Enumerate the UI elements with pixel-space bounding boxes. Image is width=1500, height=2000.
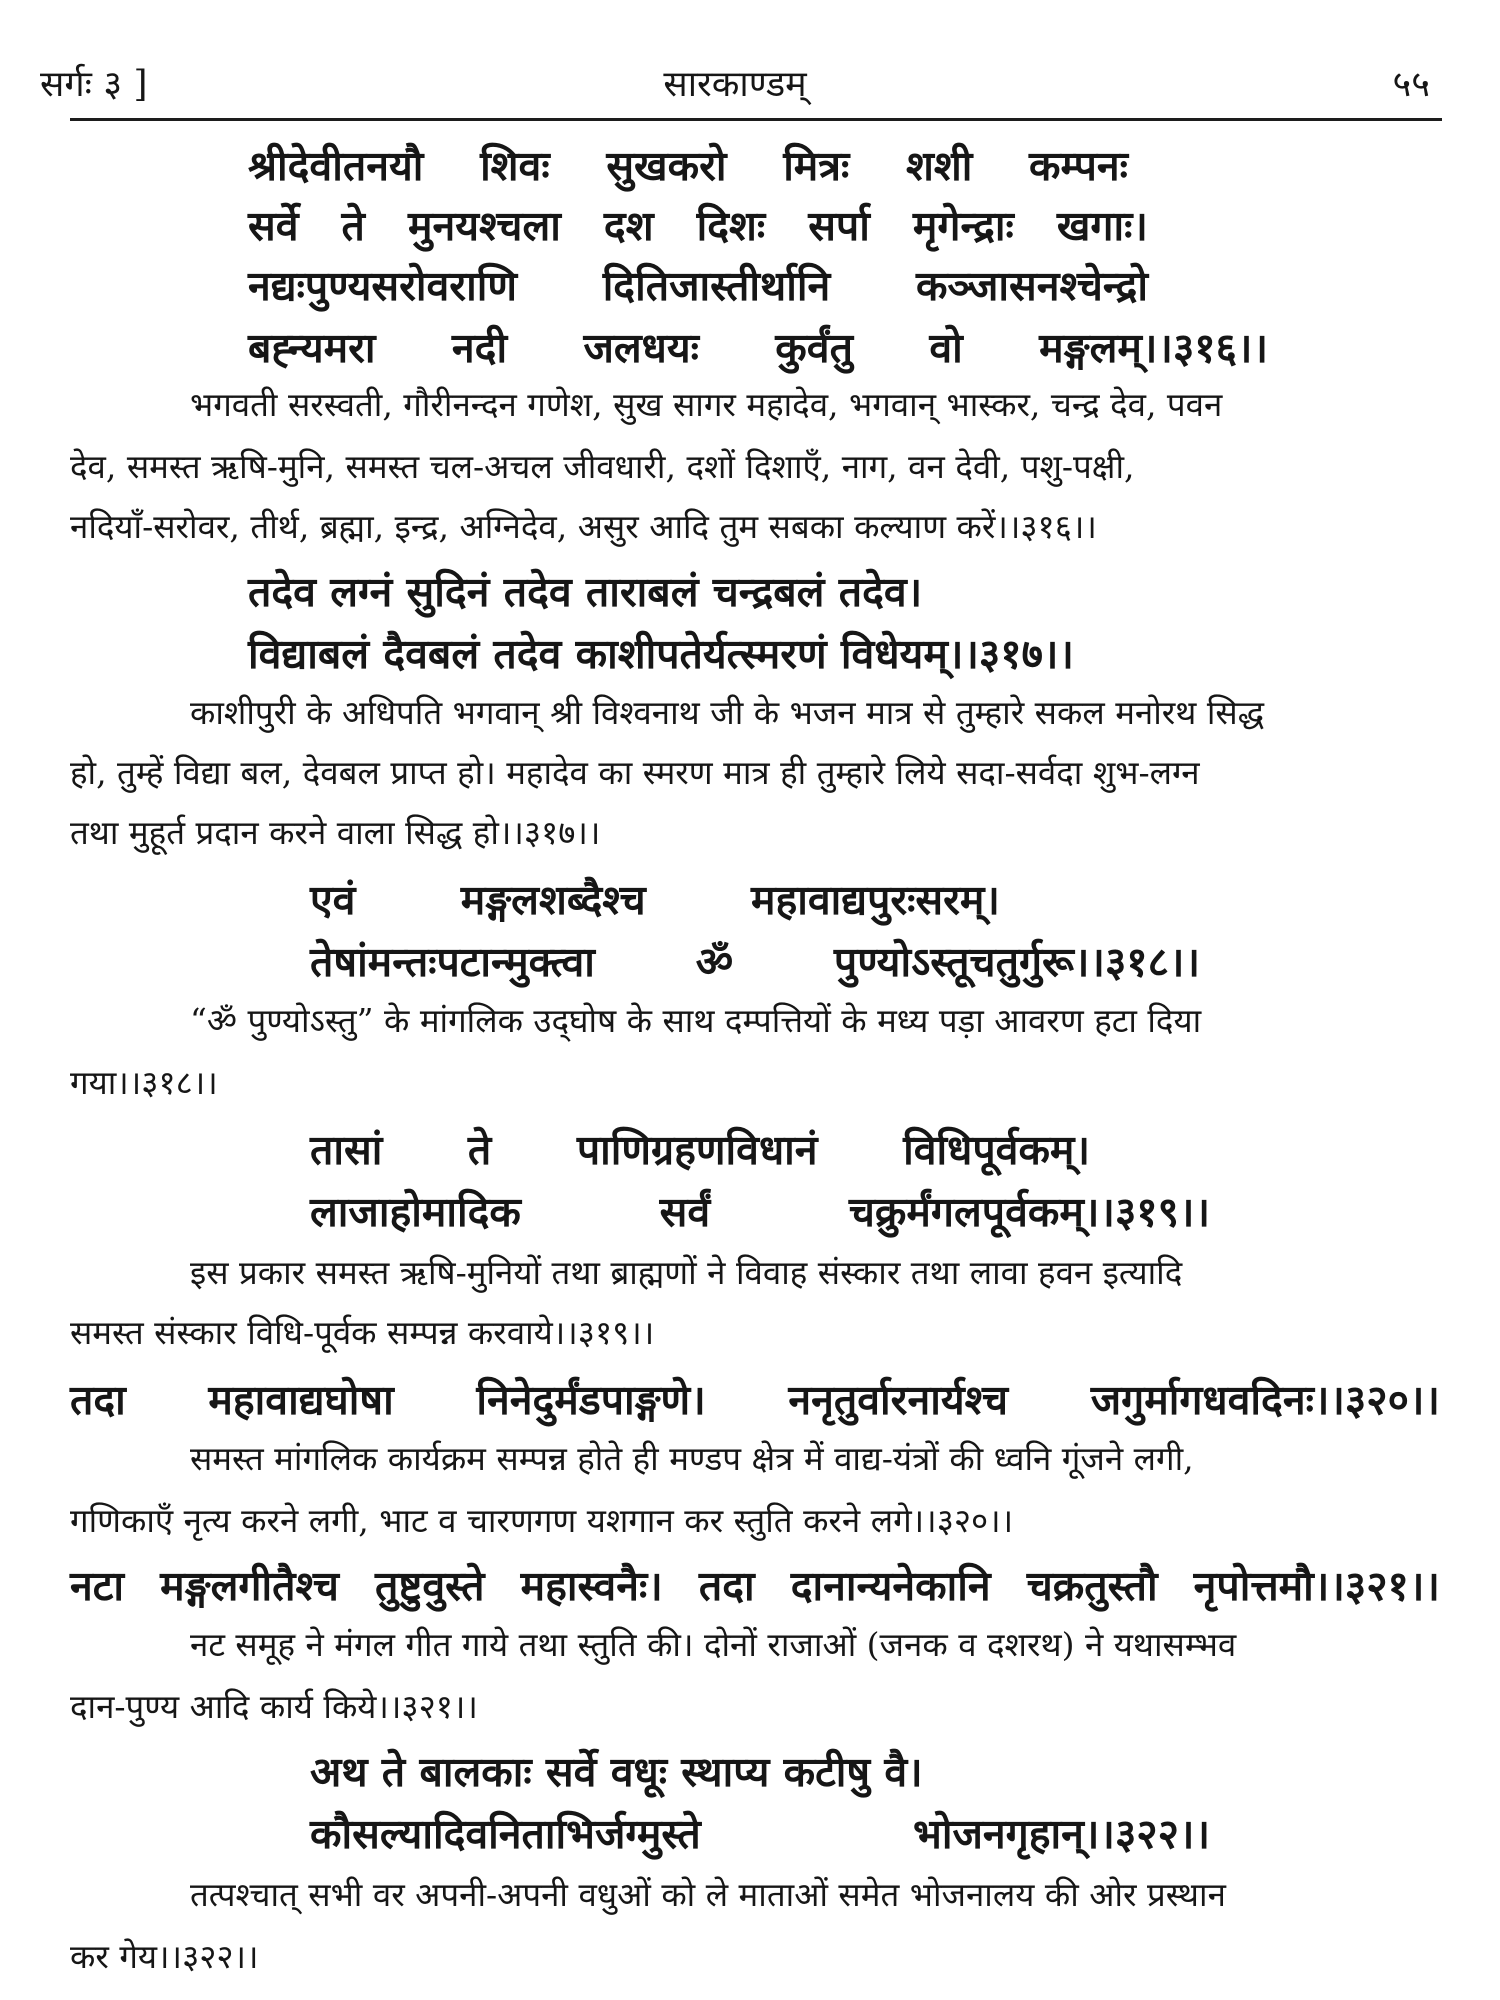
- translation-319-line-2: समस्त संस्कार विधि-पूर्वक सम्पन्न करवाये।।३१९।।: [70, 1313, 655, 1352]
- verse-word: शशी: [905, 142, 973, 190]
- verse-word: महावाद्यपुरःसरम्।: [750, 876, 1000, 924]
- verse-word: शिवः: [480, 142, 550, 190]
- translation-319-line-1: इस प्रकार समस्त ऋषि-मुनियों तथा ब्राह्मणों ने विवाह संस्कार तथा लावा हवन इत्यादि: [190, 1253, 1183, 1292]
- verse-word: मङ्गलम्।।३१६।।: [1039, 324, 1268, 372]
- verse-word: एवं: [310, 876, 356, 924]
- verse-word: कम्पनः: [1029, 142, 1128, 190]
- verse-321-line-1: [70, 1562, 1440, 1610]
- verse-word: तदा: [70, 1376, 126, 1424]
- verse-word: तेषांमन्तःपटान्मुक्त्वा: [310, 938, 595, 986]
- verse-word: ननृतुर्वारनार्यश्च: [788, 1376, 1009, 1424]
- translation-318-line-1: “ॐ पुण्योऽस्तु” के मांगलिक उद्‌घोष के साथ दम्पत्तियों के मध्य पड़ा आवरण हटा दिया: [190, 1001, 1202, 1040]
- verse-word: नृपोत्तमौ।।३२१।।: [1193, 1562, 1440, 1610]
- verse-317-line-2: विद्याबलं दैवबलं तदेव काशीपतेर्यत्स्मरणं विधेयम्।।३१७।।: [248, 630, 1074, 678]
- header-divider: [70, 118, 1442, 121]
- translation-316-line-1: भगवती सरस्वती, गौरीनन्दन गणेश, सुख सागर महादेव, भगवान् भास्कर, चन्द्र देव, पवन: [190, 385, 1223, 424]
- verse-word: मुनयश्चला: [407, 202, 561, 250]
- verse-word: महास्वनैः।: [520, 1562, 663, 1610]
- running-header: [40, 58, 1430, 118]
- verse-word: कौसल्यादिवनिताभिर्जग्मुस्ते: [310, 1810, 701, 1858]
- verse-word: तासां: [310, 1126, 383, 1174]
- verse-319-line-2: [310, 1188, 1210, 1236]
- verse-word: कुर्वंतु: [775, 324, 853, 372]
- page-number: ५५: [1392, 64, 1430, 105]
- verse-word: दितिजास्तीर्थानि: [602, 262, 831, 310]
- verse-word: सर्वं: [659, 1188, 711, 1236]
- verse-word: तुष्टुवुस्ते: [375, 1562, 485, 1610]
- verse-word: दश: [603, 202, 654, 250]
- translation-321-line-1: नट समूह ने मंगल गीत गाये तथा स्तुति की। दोनों राजाओं (जनक व दशरथ) ने यथासम्भव: [190, 1625, 1237, 1664]
- verse-word: चक्रुर्मंगलपूर्वकम्।।३१९।।: [848, 1188, 1210, 1236]
- verse-316-line-2: [248, 202, 1148, 250]
- verse-word: पुण्योऽस्तूचतुर्गुरू।।३१८।।: [833, 938, 1200, 986]
- verse-word: वो: [929, 324, 963, 372]
- verse-word: ते: [467, 1126, 492, 1174]
- verse-word: सर्पा: [808, 202, 870, 250]
- chapter-marker: सर्गः ३ ]: [40, 64, 148, 105]
- verse-word: बह्न्यमरा: [248, 324, 376, 372]
- verse-word: विधिपूर्वकम्।: [903, 1126, 1090, 1174]
- verse-320-line-1: [70, 1376, 1440, 1424]
- verse-316-line-1: [248, 142, 1128, 190]
- translation-316-line-2: देव, समस्त ऋषि-मुनि, समस्त चल-अचल जीवधारी, दशों दिशाएँ, नाग, वन देवी, पशु-पक्षी,: [70, 447, 1135, 486]
- verse-word: मङ्गलशब्दैश्च: [460, 876, 646, 924]
- verse-word: निनेदुर्मंडपाङ्गणे।: [476, 1376, 706, 1424]
- verse-word: मङ्गलगीतैश्च: [160, 1562, 339, 1610]
- verse-word: नटा: [70, 1562, 125, 1610]
- verse-word: श्रीदेवीतनयौ: [248, 142, 424, 190]
- book-section-title: सारकाण्डम्: [663, 64, 807, 105]
- verse-word: ॐ: [695, 938, 734, 986]
- translation-317-line-1: काशीपुरी के अधिपति भगवान् श्री विश्वनाथ जी के भजन मात्र से तुम्हारे सकल मनोरथ सिद्ध: [190, 693, 1265, 732]
- translation-316-line-3: नदियाँ-सरोवर, तीर्थ, ब्रह्मा, इन्द्र, अग्निदेव, असुर आदि तुम सबका कल्याण करें।।३१६।।: [70, 507, 1097, 546]
- translation-320-line-1: समस्त मांगलिक कार्यक्रम सम्पन्न होते ही मण्डप क्षेत्र में वाद्य-यंत्रों की ध्वनि गूंजने लगी,: [190, 1439, 1194, 1478]
- verse-word: दिशः: [696, 202, 766, 250]
- verse-word: लाजाहोमादिक: [310, 1188, 521, 1236]
- verse-word: सर्वे: [248, 202, 299, 250]
- verse-word: चक्रतुस्तौ: [1026, 1562, 1158, 1610]
- verse-word: मृगेन्द्राः: [912, 202, 1014, 250]
- translation-317-line-2: हो, तुम्हें विद्या बल, देवबल प्राप्त हो। महादेव का स्मरण मात्र ही तुम्हारे लिये सदा-सर्वदा शुभ-लग्न: [70, 753, 1200, 792]
- verse-318-line-1: [310, 876, 1000, 924]
- verse-word: जलधयः: [583, 324, 699, 372]
- verse-word: दानान्यनेकानि: [790, 1562, 991, 1610]
- verse-322-line-1: अथ ते बालकाः सर्वे वधूः स्थाप्य कटीषु वै।: [310, 1748, 923, 1796]
- verse-316-line-3: [248, 262, 1148, 310]
- verse-word: पाणिग्रहणविधानं: [576, 1126, 818, 1174]
- verse-word: मित्रः: [783, 142, 850, 190]
- verse-word: नदी: [451, 324, 508, 372]
- verse-word: तदा: [698, 1562, 755, 1610]
- verse-word: भोजनगृहान्।।३२२।।: [913, 1810, 1210, 1858]
- verse-word: खगाः।: [1056, 202, 1148, 250]
- verse-word: जगुर्मागधवदिनः।।३२०।।: [1090, 1376, 1440, 1424]
- translation-321-line-2: दान-पुण्य आदि कार्य किये।।३२१।।: [70, 1687, 478, 1726]
- translation-322-line-1: तत्पश्चात् सभी वर अपनी-अपनी वधुओं को ले माताओं समेत भोजनालय की ओर प्रस्थान: [190, 1875, 1226, 1914]
- verse-322-line-2: [310, 1810, 1210, 1858]
- verse-word: महावाद्यघोषा: [208, 1376, 394, 1424]
- verse-319-line-1: [310, 1126, 1090, 1174]
- translation-322-line-2: कर गेय।।३२२।।: [70, 1937, 259, 1976]
- verse-word: कञ्जासनश्चेन्द्रो: [915, 262, 1148, 310]
- verse-word: सुखकरो: [606, 142, 727, 190]
- verse-318-line-2: [310, 938, 1200, 986]
- verse-word: ते: [341, 202, 365, 250]
- verse-317-line-1: तदेव लग्नं सुदिनं तदेव ताराबलं चन्द्रबलं तदेव।: [248, 568, 923, 616]
- verse-316-line-4: [248, 324, 1268, 372]
- translation-318-line-2: गया।।३१८।।: [70, 1063, 218, 1102]
- verse-word: नद्यःपुण्यसरोवराणि: [248, 262, 517, 310]
- translation-317-line-3: तथा मुहूर्त प्रदान करने वाला सिद्ध हो।।३१७।।: [70, 813, 601, 852]
- translation-320-line-2: गणिकाएँ नृत्य करने लगी, भाट व चारणगण यशगान कर स्तुति करने लगे।।३२०।।: [70, 1501, 1014, 1540]
